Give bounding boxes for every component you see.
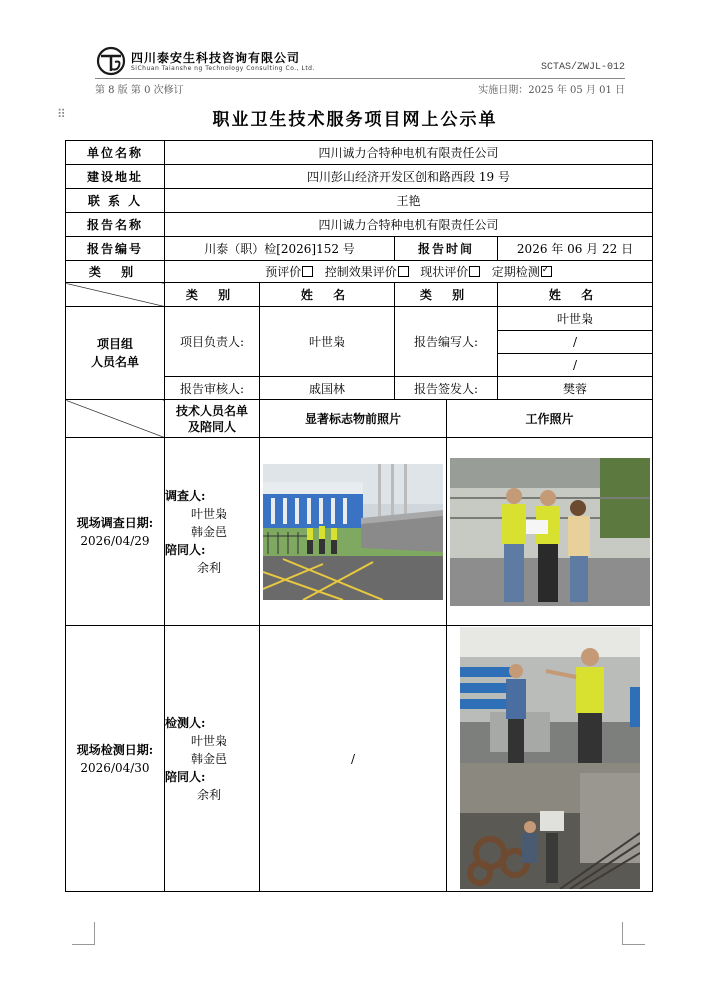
survey-staff-1: 叶世枭 bbox=[191, 506, 228, 521]
unit-name-value: 四川诚力合特种电机有限责任公司 bbox=[165, 141, 653, 165]
survey-staff-cell bbox=[165, 438, 260, 626]
survey-escort-value: 余利 bbox=[197, 560, 222, 575]
report-time-label: 报告时间 bbox=[395, 237, 498, 261]
test-date-cell bbox=[66, 626, 165, 892]
test-staff-1: 叶世枭 bbox=[191, 733, 228, 748]
reviewer-value: 戚国林 bbox=[260, 377, 395, 400]
reviewer-label: 报告审核人: bbox=[165, 377, 260, 400]
report-name-value: 四川诚力合特种电机有限责任公司 bbox=[165, 213, 653, 237]
report-writer-label: 报告编写人: bbox=[395, 307, 498, 377]
checkbox-control-eval[interactable] bbox=[398, 266, 409, 277]
issuer-value: 樊蓉 bbox=[498, 377, 653, 400]
category-label: 类 别 bbox=[66, 261, 165, 283]
crop-mark-bottom-left bbox=[72, 922, 95, 945]
survey-date-label: 现场调查日期: bbox=[76, 515, 154, 530]
col-header-name-2: 姓 名 bbox=[498, 283, 653, 307]
col-header-sign-photo: 显著标志物前照片 bbox=[260, 400, 447, 438]
address-value: 四川彭山经济开发区创和路西段 19 号 bbox=[165, 165, 653, 189]
report-no-value: 川泰（职）检[2026]152 号 bbox=[165, 237, 395, 261]
report-writer-2: / bbox=[498, 331, 653, 354]
test-work-photo-image-2 bbox=[460, 763, 640, 889]
issuer-label: 报告签发人: bbox=[395, 377, 498, 400]
test-staff-2: 韩金邑 bbox=[191, 751, 228, 766]
diagonal-cell-2 bbox=[66, 400, 165, 438]
col-header-staff: 技术人员名单 及陪同人 bbox=[165, 400, 260, 438]
contact-value: 王艳 bbox=[165, 189, 653, 213]
category-options bbox=[165, 261, 653, 283]
checkbox-status-eval[interactable] bbox=[469, 266, 480, 277]
diagonal-cell bbox=[66, 283, 165, 307]
report-time-value: 2026 年 06 月 22 日 bbox=[498, 237, 653, 261]
survey-date-value: 2026/04/29 bbox=[80, 533, 150, 548]
test-escort-label: 陪同人: bbox=[165, 769, 206, 784]
page-title: 职业卫生技术服务项目网上公示单 bbox=[212, 110, 498, 130]
crop-mark-bottom-right bbox=[622, 922, 645, 945]
checkbox-pre-eval[interactable] bbox=[302, 266, 313, 277]
test-date-value: 2026/04/30 bbox=[80, 760, 150, 775]
document-header bbox=[95, 44, 625, 94]
col-header-name-1: 姓 名 bbox=[260, 283, 395, 307]
category-periodic-test[interactable]: 定期检测✓ bbox=[492, 265, 552, 279]
report-writer-1: 叶世枭 bbox=[498, 307, 653, 331]
test-work-photo-image-1 bbox=[460, 627, 640, 763]
checkbox-periodic-test[interactable] bbox=[541, 266, 552, 277]
project-lead-value: 叶世枭 bbox=[260, 307, 395, 377]
work-photo-test-1 bbox=[460, 627, 640, 763]
survey-escort-label: 陪同人: bbox=[165, 542, 206, 557]
document-code: SCTAS/ZWJL-012 bbox=[540, 62, 625, 73]
test-date-label: 现场检测日期: bbox=[76, 742, 154, 757]
effective-date: 实施日期：2025 年 05 月 01 日 bbox=[478, 85, 625, 96]
col-header-type-1: 类 别 bbox=[165, 283, 260, 307]
project-lead-label: 项目负责人: bbox=[165, 307, 260, 377]
survey-staff-2: 韩金邑 bbox=[191, 524, 228, 539]
report-writer-3: / bbox=[498, 354, 653, 377]
address-label: 建设地址 bbox=[66, 165, 165, 189]
work-photo-cell-2 bbox=[447, 626, 653, 892]
company-name-en: SiChuan Taianshe ng Technology Consulting Co., Ltd. bbox=[131, 65, 315, 72]
factory-gate-photo-image bbox=[263, 464, 443, 600]
survey-date-cell bbox=[66, 438, 165, 626]
test-staff-label: 检测人: bbox=[165, 715, 206, 730]
col-header-work-photo: 工作照片 bbox=[447, 400, 653, 438]
category-control-eval[interactable]: 控制效果评价 bbox=[325, 265, 409, 279]
category-status-eval[interactable]: 现状评价 bbox=[420, 265, 480, 279]
unit-name-label: 单位名称 bbox=[66, 141, 165, 165]
test-staff-cell bbox=[165, 626, 260, 892]
work-photo-cell-1 bbox=[447, 438, 653, 626]
sign-photo-empty: / bbox=[260, 626, 447, 892]
header-divider bbox=[95, 78, 625, 79]
report-no-label: 报告编号 bbox=[66, 237, 165, 261]
sign-photo bbox=[263, 464, 443, 600]
work-photo-test-2 bbox=[460, 763, 640, 889]
tas-logo-icon bbox=[95, 46, 127, 76]
company-name: 四川泰安生科技咨询有限公司 bbox=[131, 51, 301, 65]
drag-handle-icon[interactable]: ⠿ bbox=[57, 107, 67, 121]
contact-label: 联 系 人 bbox=[66, 189, 165, 213]
project-group-label: 项目组 人员名单 bbox=[66, 307, 165, 400]
survey-work-photo-image bbox=[450, 458, 650, 606]
col-header-type-2: 类 别 bbox=[395, 283, 498, 307]
survey-staff-label: 调查人: bbox=[165, 488, 206, 503]
sign-photo-cell bbox=[260, 438, 447, 626]
test-escort-value: 余利 bbox=[197, 787, 222, 802]
edition-info: 第 8 版 第 0 次修订 bbox=[95, 85, 184, 96]
disclosure-table bbox=[65, 140, 653, 892]
work-photo-survey bbox=[450, 458, 650, 606]
report-name-label: 报告名称 bbox=[66, 213, 165, 237]
category-pre-eval[interactable]: 预评价 bbox=[265, 265, 313, 279]
